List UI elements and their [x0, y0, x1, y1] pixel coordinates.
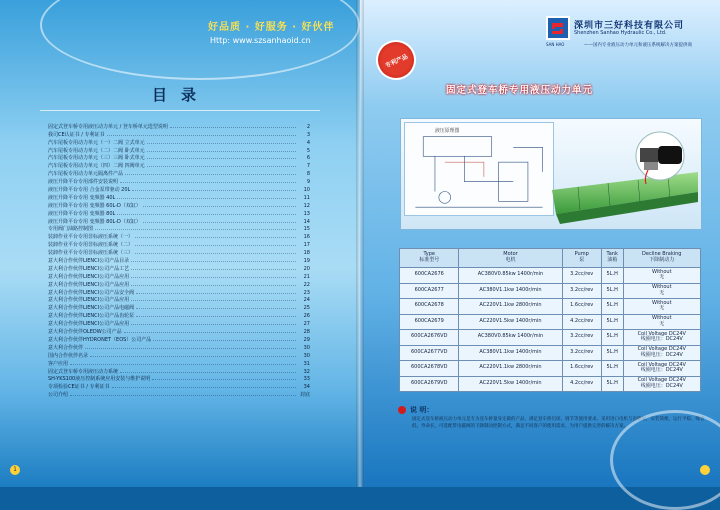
- toc-leader-dots: [124, 332, 296, 333]
- toc-leader-dots: [70, 364, 296, 365]
- toc-entry-page: 15: [303, 226, 310, 233]
- left-page: [0, 0, 360, 487]
- spec-header-en: Decline Braking: [642, 251, 682, 258]
- toc-entry[interactable]: [48, 201, 310, 209]
- company-name: 深圳市三好科技有限公司: [574, 21, 685, 31]
- toc-entry[interactable]: [48, 169, 310, 177]
- toc-entry[interactable]: [48, 248, 310, 256]
- toc-entry[interactable]: [48, 335, 310, 343]
- toc-entry-page: 16: [303, 234, 310, 241]
- toc-leader-dots: [85, 348, 296, 349]
- spec-header-cell: [562, 249, 601, 268]
- toc-entry[interactable]: [48, 272, 310, 280]
- toc-entry-title: 固定式登车桥专用液压动力系统: [48, 368, 119, 375]
- toc-entry-title: 液压升降平台专用 变频器 80L-D（双缸）: [48, 218, 141, 225]
- table-cell: AC380V0.85kw 1400r/min: [459, 330, 562, 346]
- table-cell: Coil Voltage DC24V 线圈电压：DC24V: [623, 345, 700, 361]
- toc-entry-page: 21: [303, 273, 310, 280]
- spec-header-en: Tank: [606, 251, 618, 258]
- spec-header-cn: 油箱: [607, 257, 618, 263]
- toc-entry[interactable]: [48, 122, 310, 130]
- toc-leader-dots: [170, 127, 296, 128]
- table-cell: 600CA2677: [400, 283, 459, 299]
- toc-entry-page: 10: [303, 187, 310, 194]
- toc-entry-page: 23: [303, 289, 310, 296]
- table-cell: 5L.H: [601, 376, 623, 392]
- toc-entry-title: 汽车尾板专用动力单元（一）二阀 立式单元: [48, 139, 145, 146]
- spec-header-cell: [400, 249, 459, 268]
- toc-leader-dots: [147, 166, 296, 167]
- toc-entry-title: 汽车尾板专用动力单元（四）二阀 四阀单元: [48, 163, 145, 170]
- toc-entry-page: 30: [303, 352, 310, 359]
- toc-entry[interactable]: [48, 193, 310, 201]
- table-row: [400, 268, 701, 284]
- toc-entry-title: 国内合作伙伴名录: [48, 352, 89, 359]
- table-cell: 4.2cc/rev: [562, 314, 601, 330]
- toc-entry-page: 19: [303, 258, 310, 265]
- toc-entry[interactable]: [48, 240, 310, 248]
- toc-entry-page: 31: [303, 360, 310, 367]
- toc-entry-page: 5: [306, 147, 310, 154]
- toc-entry-page: 25: [303, 305, 310, 312]
- toc-leader-dots: [120, 182, 296, 183]
- table-cell: AC220V1.5kw 1400r/min: [459, 376, 562, 392]
- toc-entry-title: 固定式登车桥专用液压动力单元 / 登车桥单元选型说明: [48, 123, 168, 130]
- toc-entry[interactable]: [48, 303, 310, 311]
- toc-entry-title: 意大利合作伙伴LIENCI公司产品应用: [48, 273, 130, 280]
- toc-entry-title: 液压升降平台专用 变频器 60L-D（双缸）: [48, 202, 141, 209]
- spec-header-en: Pump: [574, 251, 589, 258]
- table-cell: 600CA2677VD: [400, 345, 459, 361]
- toc-entry-title: 液压升降平台专用 变频器 40L: [48, 194, 116, 201]
- toc-entry-title: 汽车尾板专用动力单元隔离件产品: [48, 171, 124, 178]
- toc-leader-dots: [131, 324, 296, 325]
- toc-entry-title: 意大利合作伙伴HYDRONET（EOS）公司产品: [48, 336, 152, 343]
- table-cell: 600CA2679VD: [400, 376, 459, 392]
- toc-entry[interactable]: [48, 217, 310, 225]
- page-number-left: 1: [10, 465, 20, 475]
- table-cell: 5L.H: [601, 299, 623, 315]
- toc-entry-page: 17: [303, 242, 310, 249]
- toc-entry-page: 6: [306, 155, 310, 162]
- table-cell: 3.2cc/rev: [562, 345, 601, 361]
- toc-entry[interactable]: [48, 264, 310, 272]
- toc-entry-title: 专项检验CE证书 / 专利证书: [48, 384, 110, 391]
- toc-entry-title: 意大利合作伙伴LIENCI公司产品工艺: [48, 265, 130, 272]
- toc-entry-page: 8: [306, 171, 310, 178]
- table-cell: 5L.H: [601, 330, 623, 346]
- company-logo: [546, 16, 570, 40]
- toc-entry-title: 意大利合作伙伴LIENCI公司产品目录: [48, 258, 130, 265]
- spec-header-en: Type: [423, 251, 435, 258]
- company-tagline: ——国内专业液压动力单元和液压系统解决方案提供商: [584, 43, 692, 48]
- product-headline: 固定式登车桥专用液压动力单元: [446, 85, 594, 96]
- table-cell: AC220V1.5kw 1400r/min: [459, 314, 562, 330]
- table-cell: Without 无: [623, 299, 700, 315]
- toc-entry[interactable]: [48, 225, 310, 233]
- toc-entry-title: 装卸作业平台专用非标液压系统（二）: [48, 242, 134, 249]
- toc-entry[interactable]: [48, 343, 310, 351]
- table-cell: 5L.H: [601, 283, 623, 299]
- toc-entry-title: 汽车尾板专用动力单元（三）三阀 卧式单元: [48, 155, 145, 162]
- table-cell: 1.6cc/rev: [562, 361, 601, 377]
- table-cell: Coil Voltage DC24V 线圈电压：DC24V: [623, 330, 700, 346]
- table-cell: AC220V1.1kw 2800r/min: [459, 299, 562, 315]
- toc-entry-page: 18: [303, 250, 310, 257]
- table-cell: AC380V1.1kw 1400r/min: [459, 345, 562, 361]
- toc-leader-dots: [143, 206, 296, 207]
- table-cell: AC220V1.1kw 2800r/min: [459, 361, 562, 377]
- toc-entry-title: 专用阀门油路控制图: [48, 226, 94, 233]
- toc-entry-title: 液压升降平台专用部件安装说明: [48, 179, 119, 186]
- hydraulic-diagram: [404, 122, 554, 216]
- toc-entry-title: 意大利合作伙伴LIENCI公司产品应用: [48, 281, 130, 288]
- toc-entry-page: 13: [303, 210, 310, 217]
- spec-table: [399, 248, 701, 392]
- table-cell: 5L.H: [601, 345, 623, 361]
- table-cell: 5L.H: [601, 361, 623, 377]
- toc-leader-dots: [125, 174, 296, 175]
- toc-entry-title: 液压升降平台专用 合金泵带驱动 20L: [48, 187, 131, 194]
- toc-entry[interactable]: [48, 185, 310, 193]
- toc-leader-dots: [95, 229, 296, 230]
- toc-entry-page: 封底: [299, 392, 310, 399]
- table-cell: 5L.H: [601, 268, 623, 284]
- spec-header-cell: [623, 249, 700, 268]
- toc-leader-dots: [120, 372, 296, 373]
- table-cell: 600CA2678: [400, 299, 459, 315]
- toc-entry-page: 30: [303, 344, 310, 351]
- toc-leader-dots: [147, 158, 296, 159]
- spec-header-cn: 电机: [505, 257, 516, 263]
- toc-entry[interactable]: [48, 154, 310, 162]
- table-row: [400, 361, 701, 377]
- note-label: 说 明：: [410, 406, 434, 414]
- table-cell: 3.2cc/rev: [562, 330, 601, 346]
- toc-entry-title: 意大利合作伙伴LIENCI公司产品电磁阀: [48, 305, 135, 312]
- toc-entry[interactable]: [48, 146, 310, 154]
- toc-entry[interactable]: [48, 359, 310, 367]
- toc-entry-page: 2: [306, 123, 310, 130]
- toc-entry[interactable]: [48, 138, 310, 146]
- toc-entry-title: 装卸作业平台专用非标液压系统（一）: [48, 234, 134, 241]
- note-text: 固定式登车桥液压动力单元是专为登车桥量身定做的产品，满足登车桥启闭、调节等使用要求。采用进口电机与齿轮泵，安装简便、运行平稳、噪音低、寿命长，可选配带电磁阀的下降制动控制方式，满足不同客户的使用需求，为用户提供完善的解决方案。: [412, 417, 705, 429]
- seal-text: 专利产品: [384, 52, 409, 70]
- toc-leader-dots: [131, 277, 296, 278]
- toc-entry-page: 32: [303, 368, 310, 375]
- toc-entry-title: 意大利合作伙伴OLEDW公司产品: [48, 329, 122, 336]
- spec-header-cell: [459, 249, 562, 268]
- toc-entry[interactable]: [48, 390, 310, 398]
- page-gutter: [356, 0, 364, 487]
- toc-entry-page: 22: [303, 281, 310, 288]
- toc-leader-dots: [112, 387, 296, 388]
- toc-entry-title: SH-YKS100液压控制系统应用安装与维护说明: [48, 376, 151, 383]
- table-cell: 600CA2676VD: [400, 330, 459, 346]
- toc-leader-dots: [70, 395, 296, 396]
- product-photo: [548, 130, 702, 228]
- toc-entry[interactable]: [48, 130, 310, 138]
- spec-header-cell: [601, 249, 623, 268]
- toc-title: 目录: [152, 86, 211, 104]
- table-cell: 3.2cc/rev: [562, 268, 601, 284]
- table-cell: 3.2cc/rev: [562, 283, 601, 299]
- toc-leader-dots: [135, 253, 296, 254]
- spec-header-cn: 泵: [579, 257, 585, 263]
- toc-entry[interactable]: [48, 311, 310, 319]
- table-row: [400, 299, 701, 315]
- slogan: 好品质 · 好服务 · 好伙伴: [208, 22, 335, 33]
- toc-leader-dots: [117, 214, 296, 215]
- table-cell: 600CA2678VD: [400, 361, 459, 377]
- toc-entry-page: 20: [303, 265, 310, 272]
- toc-divider: [40, 110, 320, 111]
- toc-entry[interactable]: [48, 256, 310, 264]
- toc-leader-dots: [131, 285, 296, 286]
- toc-entry-page: 7: [306, 163, 310, 170]
- toc-leader-dots: [143, 222, 296, 223]
- table-row: [400, 330, 701, 346]
- toc-entry-page: 11: [303, 194, 310, 201]
- toc-entry[interactable]: [48, 177, 310, 185]
- toc-leader-dots: [131, 261, 296, 262]
- spec-header-cn: 下降制动力: [649, 257, 675, 263]
- note-bullet-icon: [398, 406, 406, 414]
- toc-leader-dots: [153, 340, 296, 341]
- toc-entry-page: 26: [303, 313, 310, 320]
- toc-entry[interactable]: [48, 319, 310, 327]
- toc-entry-title: 意大利合作伙伴LIENCI公司产品应用: [48, 321, 130, 328]
- table-row: [400, 314, 701, 330]
- table-cell: 600CA2676: [400, 268, 459, 284]
- toc-entry-page: 29: [303, 336, 310, 343]
- toc-entry-page: 12: [303, 202, 310, 209]
- toc-leader-dots: [136, 308, 296, 309]
- table-cell: 4.2cc/rev: [562, 376, 601, 392]
- spec-header-en: Motor: [503, 251, 518, 258]
- decorative-arc: [40, 0, 360, 80]
- toc-entry[interactable]: [48, 367, 310, 375]
- toc-leader-dots: [135, 237, 296, 238]
- toc-entry[interactable]: [48, 209, 310, 217]
- toc-entry-page: 3: [306, 131, 310, 138]
- diagram-title: 液压原理图: [434, 127, 460, 134]
- toc-entry-title: 液压升降平台专用 变频器 80L: [48, 210, 116, 217]
- toc-entry-title: 客户应用: [48, 360, 69, 367]
- brand-mark: SAN HAO: [546, 42, 565, 47]
- table-cell: AC380V0.85kw 1400r/min: [459, 268, 562, 284]
- toc-entry[interactable]: [48, 288, 310, 296]
- table-row: [400, 376, 701, 392]
- toc-entry-title: 意大利合作伙伴: [48, 344, 84, 351]
- toc-leader-dots: [117, 198, 296, 199]
- toc-entry[interactable]: [48, 327, 310, 335]
- toc-entry[interactable]: [48, 280, 310, 288]
- toc-entry-title: 意大利合作伙伴LIENCI公司产品安全阀: [48, 289, 135, 296]
- decorative-swirl: [610, 410, 720, 510]
- toc-entry-page: 33: [303, 376, 310, 383]
- table-cell: Without 无: [623, 268, 700, 284]
- toc-leader-dots: [152, 379, 296, 380]
- table-cell: Without 无: [623, 283, 700, 299]
- table-cell: Coil Voltage DC24V 线圈电压：DC24V: [623, 361, 700, 377]
- toc-entry-page: 24: [303, 297, 310, 304]
- toc-entry[interactable]: [48, 382, 310, 390]
- toc-leader-dots: [135, 245, 296, 246]
- toc-entry-page: 34: [303, 384, 310, 391]
- toc-leader-dots: [147, 143, 296, 144]
- toc-entry-page: 28: [303, 329, 310, 336]
- toc-entry[interactable]: [48, 351, 310, 359]
- company-name-en: Shenzhen Sanhao Hydraulic Co., Ltd.: [574, 30, 667, 36]
- toc-leader-dots: [131, 269, 296, 270]
- spec-header-cn: 标准型号: [419, 257, 440, 263]
- toc-leader-dots: [147, 151, 296, 152]
- toc-leader-dots: [132, 190, 296, 191]
- toc-entry[interactable]: [48, 232, 310, 240]
- toc-leader-dots: [107, 135, 296, 136]
- toc-entry-title: 汽车尾板专用动力单元（二）二阀 卧式单元: [48, 147, 145, 154]
- toc-entry-title: 装卸作业平台专用非标液压系统（三）: [48, 250, 134, 257]
- website-url: Http: www.szsanhaoid.cn: [210, 36, 311, 45]
- toc-leader-dots: [136, 293, 296, 294]
- table-row: [400, 283, 701, 299]
- toc-leader-dots: [131, 300, 296, 301]
- table-cell: AC380V1.1kw 1400r/min: [459, 283, 562, 299]
- toc-entry-title: 意大利合作伙伴LIENCI公司产品应用: [48, 297, 130, 304]
- toc-entry[interactable]: [48, 375, 310, 383]
- table-row: [400, 345, 701, 361]
- toc-entry-title: 公司介绍: [48, 392, 69, 399]
- table-cell: 5L.H: [601, 314, 623, 330]
- toc-leader-dots: [90, 356, 296, 357]
- table-cell: 1.6cc/rev: [562, 299, 601, 315]
- toc-entry-title: 意大利合作伙伴LIENCI公司产品齿轮泵: [48, 313, 135, 320]
- toc-entry-page: 14: [303, 218, 310, 225]
- table-cell: 600CA2679: [400, 314, 459, 330]
- toc-leader-dots: [136, 316, 296, 317]
- toc-entry-page: 4: [306, 139, 310, 146]
- toc-entry-title: 我司CE认证书 / 专利证书: [48, 131, 105, 138]
- page-number-right-icon: [700, 465, 710, 475]
- toc-entry[interactable]: [48, 296, 310, 304]
- toc-entry-page: 9: [306, 179, 310, 186]
- toc-entry[interactable]: [48, 161, 310, 169]
- table-of-contents: [48, 122, 310, 398]
- toc-entry-page: 27: [303, 321, 310, 328]
- table-cell: Coil Voltage DC24V 线圈电压：DC24V: [623, 376, 700, 392]
- table-cell: Without 无: [623, 314, 700, 330]
